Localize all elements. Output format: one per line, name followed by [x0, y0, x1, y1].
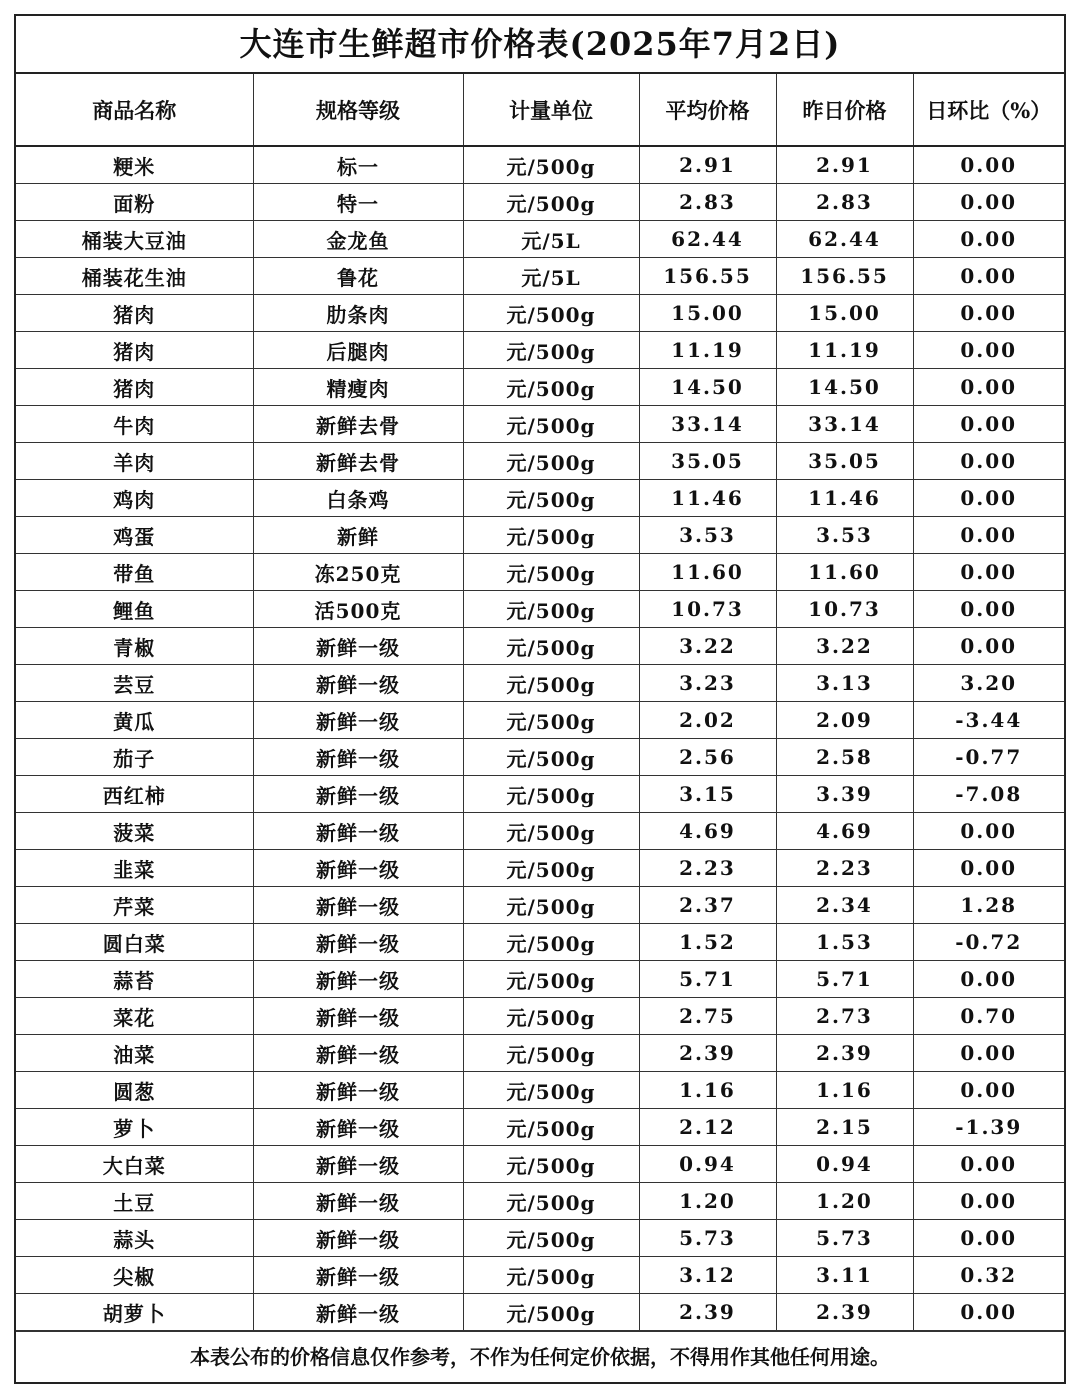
table-row — [16, 887, 1064, 924]
daily-change-cell: 0.00 — [913, 1072, 1064, 1109]
column-header-yesterday-price: 昨日价格 — [776, 74, 913, 146]
average-price-cell: 15.00 — [639, 295, 776, 332]
daily-change-cell: 0.00 — [913, 1183, 1064, 1220]
table-row — [16, 665, 1064, 702]
table-row — [16, 332, 1064, 369]
product-name-cell: 芹菜 — [16, 887, 253, 924]
daily-change-cell: 0.00 — [913, 517, 1064, 554]
unit-cell: 元/500g — [463, 924, 639, 961]
yesterday-price-cell: 3.39 — [776, 776, 913, 813]
yesterday-price-cell: 11.19 — [776, 332, 913, 369]
spec-grade-cell: 标一 — [253, 146, 463, 184]
yesterday-price-cell: 0.94 — [776, 1146, 913, 1183]
average-price-cell: 11.46 — [639, 480, 776, 517]
table-row — [16, 443, 1064, 480]
daily-change-cell: 0.00 — [913, 146, 1064, 184]
product-name-cell: 牛肉 — [16, 406, 253, 443]
table-row — [16, 146, 1064, 184]
table-row — [16, 517, 1064, 554]
unit-cell: 元/500g — [463, 517, 639, 554]
unit-cell: 元/500g — [463, 1257, 639, 1294]
average-price-cell: 4.69 — [639, 813, 776, 850]
table-row — [16, 998, 1064, 1035]
unit-cell: 元/500g — [463, 628, 639, 665]
average-price-cell: 2.12 — [639, 1109, 776, 1146]
unit-cell: 元/5L — [463, 258, 639, 295]
spec-grade-cell: 新鲜一级 — [253, 813, 463, 850]
spec-grade-cell: 新鲜一级 — [253, 1146, 463, 1183]
table-row — [16, 1294, 1064, 1331]
table-row — [16, 406, 1064, 443]
yesterday-price-cell: 3.22 — [776, 628, 913, 665]
table-row — [16, 1109, 1064, 1146]
unit-cell: 元/500g — [463, 998, 639, 1035]
unit-cell: 元/500g — [463, 591, 639, 628]
unit-cell: 元/500g — [463, 1294, 639, 1331]
average-price-cell: 5.71 — [639, 961, 776, 998]
average-price-cell: 11.19 — [639, 332, 776, 369]
daily-change-cell: 0.00 — [913, 221, 1064, 258]
price-table — [16, 74, 1064, 1331]
yesterday-price-cell: 4.69 — [776, 813, 913, 850]
table-row — [16, 739, 1064, 776]
average-price-cell: 3.12 — [639, 1257, 776, 1294]
product-name-cell: 芸豆 — [16, 665, 253, 702]
average-price-cell: 2.39 — [639, 1035, 776, 1072]
average-price-cell: 3.15 — [639, 776, 776, 813]
average-price-cell: 0.94 — [639, 1146, 776, 1183]
product-name-cell: 菜花 — [16, 998, 253, 1035]
spec-grade-cell: 新鲜一级 — [253, 1183, 463, 1220]
daily-change-cell: -1.39 — [913, 1109, 1064, 1146]
table-header-row — [16, 74, 1064, 146]
daily-change-cell: 0.00 — [913, 184, 1064, 221]
yesterday-price-cell: 2.15 — [776, 1109, 913, 1146]
average-price-cell: 1.16 — [639, 1072, 776, 1109]
yesterday-price-cell: 14.50 — [776, 369, 913, 406]
yesterday-price-cell: 2.23 — [776, 850, 913, 887]
unit-cell: 元/500g — [463, 146, 639, 184]
table-row — [16, 776, 1064, 813]
table-row — [16, 924, 1064, 961]
table-row — [16, 258, 1064, 295]
average-price-cell: 1.52 — [639, 924, 776, 961]
daily-change-cell: 0.00 — [913, 295, 1064, 332]
spec-grade-cell: 新鲜一级 — [253, 702, 463, 739]
product-name-cell: 面粉 — [16, 184, 253, 221]
product-name-cell: 大白菜 — [16, 1146, 253, 1183]
spec-grade-cell: 新鲜一级 — [253, 1257, 463, 1294]
table-row — [16, 1220, 1064, 1257]
daily-change-cell: 0.00 — [913, 480, 1064, 517]
unit-cell: 元/500g — [463, 184, 639, 221]
column-header-spec-grade: 规格等级 — [253, 74, 463, 146]
spec-grade-cell: 白条鸡 — [253, 480, 463, 517]
spec-grade-cell: 新鲜去骨 — [253, 443, 463, 480]
table-row — [16, 850, 1064, 887]
product-name-cell: 带鱼 — [16, 554, 253, 591]
daily-change-cell: 3.20 — [913, 665, 1064, 702]
unit-cell: 元/500g — [463, 1146, 639, 1183]
average-price-cell: 11.60 — [639, 554, 776, 591]
unit-cell: 元/500g — [463, 702, 639, 739]
daily-change-cell: 1.28 — [913, 887, 1064, 924]
yesterday-price-cell: 2.34 — [776, 887, 913, 924]
unit-cell: 元/500g — [463, 443, 639, 480]
daily-change-cell: 0.70 — [913, 998, 1064, 1035]
spec-grade-cell: 新鲜一级 — [253, 998, 463, 1035]
average-price-cell: 5.73 — [639, 1220, 776, 1257]
product-name-cell: 桶装花生油 — [16, 258, 253, 295]
average-price-cell: 3.53 — [639, 517, 776, 554]
product-name-cell: 鲤鱼 — [16, 591, 253, 628]
daily-change-cell: 0.00 — [913, 554, 1064, 591]
spec-grade-cell: 精瘦肉 — [253, 369, 463, 406]
table-row — [16, 628, 1064, 665]
column-header-unit: 计量单位 — [463, 74, 639, 146]
table-row — [16, 813, 1064, 850]
spec-grade-cell: 活500克 — [253, 591, 463, 628]
spec-grade-cell: 新鲜一级 — [253, 887, 463, 924]
product-name-cell: 羊肉 — [16, 443, 253, 480]
daily-change-cell: 0.00 — [913, 443, 1064, 480]
product-name-cell: 黄瓜 — [16, 702, 253, 739]
average-price-cell: 2.56 — [639, 739, 776, 776]
product-name-cell: 猪肉 — [16, 332, 253, 369]
daily-change-cell: 0.00 — [913, 961, 1064, 998]
yesterday-price-cell: 2.83 — [776, 184, 913, 221]
disclaimer-note: 本表公布的价格信息仅作参考，不作为任何定价依据，不得用作其他任何用途。 — [16, 1331, 1064, 1382]
daily-change-cell: -0.72 — [913, 924, 1064, 961]
spec-grade-cell: 新鲜一级 — [253, 961, 463, 998]
table-row — [16, 1183, 1064, 1220]
average-price-cell: 10.73 — [639, 591, 776, 628]
daily-change-cell: 0.32 — [913, 1257, 1064, 1294]
average-price-cell: 35.05 — [639, 443, 776, 480]
daily-change-cell: 0.00 — [913, 628, 1064, 665]
daily-change-cell: 0.00 — [913, 1035, 1064, 1072]
yesterday-price-cell: 35.05 — [776, 443, 913, 480]
spec-grade-cell: 新鲜一级 — [253, 739, 463, 776]
column-header-average-price: 平均价格 — [639, 74, 776, 146]
spec-grade-cell: 新鲜一级 — [253, 628, 463, 665]
spec-grade-cell: 新鲜去骨 — [253, 406, 463, 443]
price-sheet — [14, 14, 1066, 1384]
average-price-cell: 156.55 — [639, 258, 776, 295]
product-name-cell: 萝卜 — [16, 1109, 253, 1146]
product-name-cell: 鸡蛋 — [16, 517, 253, 554]
spec-grade-cell: 特一 — [253, 184, 463, 221]
product-name-cell: 蒜苔 — [16, 961, 253, 998]
product-name-cell: 猪肉 — [16, 369, 253, 406]
table-row — [16, 480, 1064, 517]
unit-cell: 元/500g — [463, 295, 639, 332]
product-name-cell: 青椒 — [16, 628, 253, 665]
yesterday-price-cell: 2.39 — [776, 1035, 913, 1072]
daily-change-cell: 0.00 — [913, 1220, 1064, 1257]
yesterday-price-cell: 3.53 — [776, 517, 913, 554]
product-name-cell: 茄子 — [16, 739, 253, 776]
unit-cell: 元/500g — [463, 480, 639, 517]
yesterday-price-cell: 2.58 — [776, 739, 913, 776]
daily-change-cell: 0.00 — [913, 1146, 1064, 1183]
unit-cell: 元/500g — [463, 665, 639, 702]
average-price-cell: 14.50 — [639, 369, 776, 406]
average-price-cell: 2.75 — [639, 998, 776, 1035]
daily-change-cell: 0.00 — [913, 1294, 1064, 1331]
column-header-daily-change: 日环比（%） — [913, 74, 1064, 146]
table-row — [16, 1146, 1064, 1183]
product-name-cell: 尖椒 — [16, 1257, 253, 1294]
yesterday-price-cell: 15.00 — [776, 295, 913, 332]
yesterday-price-cell: 5.73 — [776, 1220, 913, 1257]
daily-change-cell: 0.00 — [913, 406, 1064, 443]
average-price-cell: 3.23 — [639, 665, 776, 702]
daily-change-cell: 0.00 — [913, 369, 1064, 406]
unit-cell: 元/500g — [463, 1072, 639, 1109]
product-name-cell: 蒜头 — [16, 1220, 253, 1257]
table-row — [16, 221, 1064, 258]
product-name-cell: 韭菜 — [16, 850, 253, 887]
table-body — [16, 146, 1064, 1331]
yesterday-price-cell: 3.13 — [776, 665, 913, 702]
average-price-cell: 1.20 — [639, 1183, 776, 1220]
product-name-cell: 菠菜 — [16, 813, 253, 850]
unit-cell: 元/500g — [463, 813, 639, 850]
unit-cell: 元/500g — [463, 1220, 639, 1257]
table-row — [16, 1072, 1064, 1109]
product-name-cell: 猪肉 — [16, 295, 253, 332]
unit-cell: 元/500g — [463, 776, 639, 813]
unit-cell: 元/500g — [463, 739, 639, 776]
spec-grade-cell: 新鲜 — [253, 517, 463, 554]
yesterday-price-cell: 62.44 — [776, 221, 913, 258]
product-name-cell: 土豆 — [16, 1183, 253, 1220]
product-name-cell: 胡萝卜 — [16, 1294, 253, 1331]
page-title: 大连市生鲜超市价格表(2025年7月2日) — [16, 16, 1064, 74]
table-row — [16, 1035, 1064, 1072]
spec-grade-cell: 新鲜一级 — [253, 665, 463, 702]
unit-cell: 元/500g — [463, 1035, 639, 1072]
average-price-cell: 2.02 — [639, 702, 776, 739]
spec-grade-cell: 新鲜一级 — [253, 924, 463, 961]
unit-cell: 元/500g — [463, 1109, 639, 1146]
product-name-cell: 桶装大豆油 — [16, 221, 253, 258]
daily-change-cell: 0.00 — [913, 850, 1064, 887]
product-name-cell: 圆葱 — [16, 1072, 253, 1109]
spec-grade-cell: 新鲜一级 — [253, 1109, 463, 1146]
table-row — [16, 1257, 1064, 1294]
daily-change-cell: 0.00 — [913, 591, 1064, 628]
yesterday-price-cell: 1.16 — [776, 1072, 913, 1109]
spec-grade-cell: 肋条肉 — [253, 295, 463, 332]
yesterday-price-cell: 2.39 — [776, 1294, 913, 1331]
daily-change-cell: 0.00 — [913, 813, 1064, 850]
yesterday-price-cell: 5.71 — [776, 961, 913, 998]
daily-change-cell: 0.00 — [913, 332, 1064, 369]
average-price-cell: 33.14 — [639, 406, 776, 443]
unit-cell: 元/500g — [463, 887, 639, 924]
daily-change-cell: -7.08 — [913, 776, 1064, 813]
yesterday-price-cell: 156.55 — [776, 258, 913, 295]
yesterday-price-cell: 1.20 — [776, 1183, 913, 1220]
average-price-cell: 2.37 — [639, 887, 776, 924]
average-price-cell: 2.23 — [639, 850, 776, 887]
daily-change-cell: -0.77 — [913, 739, 1064, 776]
spec-grade-cell: 新鲜一级 — [253, 1035, 463, 1072]
unit-cell: 元/500g — [463, 850, 639, 887]
spec-grade-cell: 新鲜一级 — [253, 1294, 463, 1331]
unit-cell: 元/500g — [463, 406, 639, 443]
product-name-cell: 粳米 — [16, 146, 253, 184]
table-row — [16, 591, 1064, 628]
yesterday-price-cell: 10.73 — [776, 591, 913, 628]
unit-cell: 元/500g — [463, 1183, 639, 1220]
unit-cell: 元/500g — [463, 961, 639, 998]
yesterday-price-cell: 2.09 — [776, 702, 913, 739]
daily-change-cell: -3.44 — [913, 702, 1064, 739]
spec-grade-cell: 新鲜一级 — [253, 776, 463, 813]
yesterday-price-cell: 11.46 — [776, 480, 913, 517]
table-row — [16, 961, 1064, 998]
table-row — [16, 184, 1064, 221]
spec-grade-cell: 鲁花 — [253, 258, 463, 295]
spec-grade-cell: 冻250克 — [253, 554, 463, 591]
column-header-product-name: 商品名称 — [16, 74, 253, 146]
average-price-cell: 62.44 — [639, 221, 776, 258]
table-row — [16, 295, 1064, 332]
unit-cell: 元/500g — [463, 554, 639, 591]
yesterday-price-cell: 2.91 — [776, 146, 913, 184]
average-price-cell: 2.39 — [639, 1294, 776, 1331]
table-row — [16, 554, 1064, 591]
table-row — [16, 369, 1064, 406]
unit-cell: 元/500g — [463, 332, 639, 369]
yesterday-price-cell: 1.53 — [776, 924, 913, 961]
product-name-cell: 西红柿 — [16, 776, 253, 813]
spec-grade-cell: 新鲜一级 — [253, 850, 463, 887]
daily-change-cell: 0.00 — [913, 258, 1064, 295]
average-price-cell: 3.22 — [639, 628, 776, 665]
average-price-cell: 2.83 — [639, 184, 776, 221]
spec-grade-cell: 新鲜一级 — [253, 1072, 463, 1109]
yesterday-price-cell: 33.14 — [776, 406, 913, 443]
product-name-cell: 油菜 — [16, 1035, 253, 1072]
unit-cell: 元/5L — [463, 221, 639, 258]
yesterday-price-cell: 2.73 — [776, 998, 913, 1035]
yesterday-price-cell: 3.11 — [776, 1257, 913, 1294]
table-row — [16, 702, 1064, 739]
spec-grade-cell: 后腿肉 — [253, 332, 463, 369]
yesterday-price-cell: 11.60 — [776, 554, 913, 591]
product-name-cell: 鸡肉 — [16, 480, 253, 517]
spec-grade-cell: 金龙鱼 — [253, 221, 463, 258]
product-name-cell: 圆白菜 — [16, 924, 253, 961]
unit-cell: 元/500g — [463, 369, 639, 406]
spec-grade-cell: 新鲜一级 — [253, 1220, 463, 1257]
average-price-cell: 2.91 — [639, 146, 776, 184]
